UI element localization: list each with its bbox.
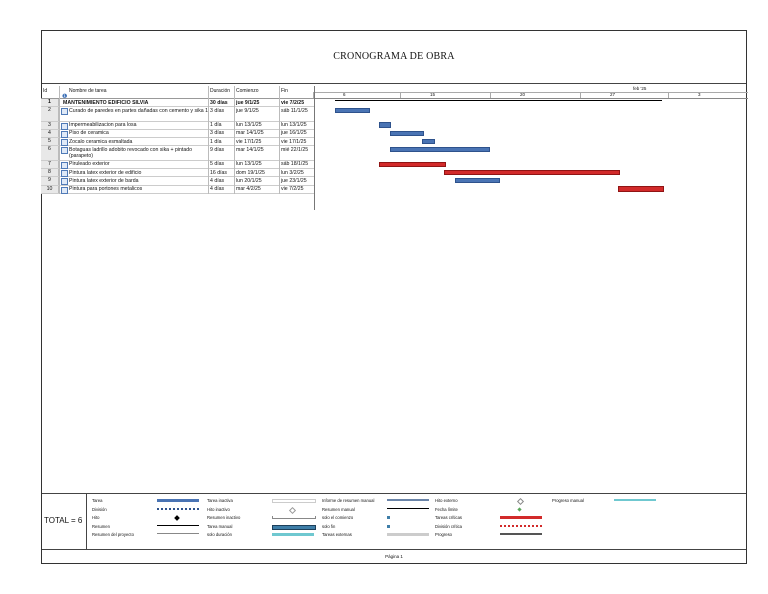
task-name[interactable]: Pintura latex exterior de edificio bbox=[69, 169, 142, 176]
task-duration[interactable]: 30 días bbox=[210, 99, 228, 106]
legend-label: Fecha límite bbox=[435, 506, 458, 512]
task-start[interactable]: dom 19/1/25 bbox=[236, 169, 265, 176]
task-name[interactable]: Impermeabilizacion para losa bbox=[69, 122, 137, 129]
page-footer: Página 1 bbox=[42, 549, 746, 566]
legend-divider bbox=[86, 494, 87, 550]
task-id: 2 bbox=[41, 107, 59, 121]
task-end[interactable]: lun 13/1/25 bbox=[281, 122, 307, 129]
timescale-day-label: 15 bbox=[430, 92, 436, 97]
critical-task-bar[interactable] bbox=[379, 162, 446, 168]
task-mode-icon bbox=[61, 170, 68, 177]
task-duration[interactable]: 4 días bbox=[210, 177, 225, 184]
task-bar[interactable] bbox=[390, 131, 425, 137]
critical-task-bar[interactable] bbox=[618, 186, 664, 192]
task-id: 4 bbox=[41, 130, 59, 137]
task-id: 9 bbox=[41, 177, 59, 184]
legend-label: Resumen manual bbox=[322, 506, 355, 512]
task-mode-icon bbox=[61, 123, 68, 130]
header-duration[interactable]: Duración bbox=[210, 88, 231, 94]
header-name[interactable]: Nombre de tarea bbox=[69, 88, 107, 94]
task-name[interactable]: Botaguas ladrillo adobito revocado con sika + pintado (parapeto) bbox=[69, 146, 192, 160]
task-end[interactable]: jue 16/1/25 bbox=[281, 130, 307, 137]
task-row[interactable] bbox=[41, 161, 314, 169]
timescale-bottom bbox=[315, 92, 748, 99]
legend-swatch bbox=[289, 506, 296, 513]
legend-swatch bbox=[517, 498, 524, 505]
legend-label: Resumen bbox=[92, 523, 110, 529]
task-start[interactable]: vie 17/1/25 bbox=[236, 138, 262, 145]
task-row[interactable] bbox=[41, 169, 314, 177]
legend-total: TOTAL = 6 bbox=[44, 516, 83, 525]
legend-label: Hito bbox=[92, 515, 100, 520]
legend-swatch bbox=[387, 499, 429, 501]
task-mode-icon bbox=[61, 178, 68, 185]
task-bar[interactable] bbox=[390, 147, 490, 153]
task-duration[interactable]: 3 días bbox=[210, 130, 225, 137]
task-id: 8 bbox=[41, 169, 59, 176]
gantt-chart bbox=[314, 86, 748, 210]
legend bbox=[42, 493, 746, 550]
task-end[interactable]: vie 7/2/25 bbox=[281, 186, 304, 192]
task-mode-icon bbox=[61, 139, 68, 146]
timescale-month-label: feb '25 bbox=[633, 86, 647, 91]
legend-swatch bbox=[157, 533, 199, 534]
legend-label: Hito inactivo bbox=[207, 506, 230, 512]
task-duration[interactable]: 16 días bbox=[210, 169, 228, 176]
table-column-divider bbox=[234, 86, 235, 194]
legend-label: Tarea bbox=[92, 498, 103, 503]
legend-label: solo duración bbox=[207, 532, 232, 537]
task-name[interactable]: Zocalo ceramica esmaltada bbox=[69, 138, 133, 145]
header-start[interactable]: Comienzo bbox=[236, 88, 259, 94]
task-name[interactable]: Pintura latex exterior de barda bbox=[69, 177, 139, 184]
task-name[interactable]: Piso de ceramica bbox=[69, 130, 109, 137]
task-table bbox=[41, 86, 314, 194]
task-id: 7 bbox=[41, 161, 59, 168]
task-bar[interactable] bbox=[455, 178, 501, 184]
task-bar[interactable] bbox=[422, 139, 435, 145]
legend-label: Informe de resumen manual bbox=[322, 498, 375, 503]
legend-swatch bbox=[614, 499, 656, 501]
task-row[interactable] bbox=[41, 146, 314, 161]
task-duration[interactable]: 1 día bbox=[210, 122, 222, 129]
task-id: 10 bbox=[41, 186, 59, 193]
legend-swatch bbox=[157, 499, 199, 502]
legend-label: División crítica bbox=[435, 523, 462, 529]
legend-swatch bbox=[387, 533, 429, 536]
task-duration[interactable]: 4 días bbox=[210, 186, 225, 192]
legend-label: solo el comienzo bbox=[322, 515, 354, 520]
task-start[interactable]: lun 20/1/25 bbox=[236, 177, 262, 184]
task-mode-icon bbox=[61, 187, 68, 194]
task-start[interactable]: lun 13/1/25 bbox=[236, 161, 262, 168]
task-mode-icon bbox=[61, 108, 68, 115]
task-row[interactable] bbox=[41, 186, 314, 194]
task-bar[interactable] bbox=[335, 108, 370, 114]
task-row[interactable] bbox=[41, 122, 314, 130]
legend-label: Progreso bbox=[435, 532, 452, 537]
legend-swatch bbox=[272, 525, 316, 530]
legend-label: Hito externo bbox=[435, 498, 458, 503]
task-id: 3 bbox=[41, 122, 59, 129]
timescale-tick bbox=[668, 92, 669, 98]
timescale-tick bbox=[580, 92, 581, 98]
task-mode-icon bbox=[61, 162, 68, 169]
task-mode-icon bbox=[61, 147, 68, 154]
task-start[interactable]: jue 9/1/25 bbox=[236, 99, 260, 106]
legend-swatch bbox=[272, 533, 314, 536]
print-page bbox=[41, 30, 747, 564]
timescale-tick bbox=[400, 92, 401, 98]
legend-label: Resumen del proyecto bbox=[92, 532, 134, 537]
legend-label: División bbox=[92, 506, 107, 512]
legend-swatch bbox=[500, 525, 542, 527]
task-bar[interactable] bbox=[379, 122, 392, 128]
timescale-tick bbox=[490, 92, 491, 98]
timescale-day-label: 3 bbox=[698, 92, 701, 97]
task-name[interactable]: Piruleado exterior bbox=[69, 161, 110, 168]
task-end[interactable]: vie 7/2/25 bbox=[281, 99, 305, 106]
legend-label: Progreso manual bbox=[552, 498, 584, 503]
task-duration[interactable]: 3 días bbox=[210, 107, 225, 114]
task-duration[interactable]: 5 días bbox=[210, 161, 225, 168]
task-name[interactable]: Pintura para portones metalicos bbox=[69, 186, 143, 192]
title-divider bbox=[42, 83, 746, 84]
task-start[interactable]: lun 13/1/25 bbox=[236, 122, 262, 129]
task-duration[interactable]: 9 días bbox=[210, 146, 225, 153]
timescale-tick bbox=[313, 92, 314, 98]
task-name[interactable]: MANTENIMIENTO EDIFICIO SILVIA bbox=[63, 99, 149, 106]
table-column-divider bbox=[59, 86, 60, 194]
task-end[interactable]: mié 22/1/25 bbox=[281, 146, 309, 153]
legend-label: Tareas externas bbox=[322, 532, 352, 537]
task-end[interactable]: sáb 18/1/25 bbox=[281, 161, 309, 168]
legend-label: Resumen inactivo bbox=[207, 515, 241, 520]
task-start[interactable]: mar 14/1/25 bbox=[236, 130, 264, 137]
legend-swatch bbox=[500, 516, 542, 519]
header-end[interactable]: Fin bbox=[281, 88, 288, 94]
legend-swatch bbox=[387, 508, 429, 509]
legend-label: Tarea manual bbox=[207, 523, 233, 529]
task-end[interactable]: sáb 11/1/25 bbox=[281, 107, 308, 114]
critical-task-bar[interactable] bbox=[444, 170, 620, 176]
task-end[interactable]: jue 23/1/25 bbox=[281, 177, 307, 184]
task-duration[interactable]: 1 día bbox=[210, 138, 222, 145]
summary-bar[interactable] bbox=[335, 100, 662, 101]
legend-label: solo fin bbox=[322, 523, 336, 529]
info-icon: ❶ bbox=[62, 94, 68, 100]
legend-swatch bbox=[500, 533, 542, 535]
header-id[interactable]: Id bbox=[43, 88, 48, 94]
task-row[interactable] bbox=[41, 130, 314, 138]
legend-label: Tareas críticas bbox=[435, 515, 462, 520]
task-mode-icon bbox=[61, 131, 68, 138]
task-start[interactable]: mar 14/1/25 bbox=[236, 146, 264, 153]
legend-swatch bbox=[387, 525, 390, 528]
task-start[interactable]: jue 9/1/25 bbox=[236, 107, 259, 114]
task-id: 6 bbox=[41, 146, 59, 160]
legend-swatch bbox=[272, 516, 316, 519]
page-title: CRONOGRAMA DE OBRA bbox=[333, 51, 455, 62]
legend-swatch bbox=[387, 516, 390, 519]
task-row[interactable] bbox=[41, 107, 314, 122]
legend-swatch bbox=[517, 507, 521, 511]
task-end[interactable]: vie 17/1/25 bbox=[281, 138, 307, 145]
task-table-header bbox=[41, 86, 314, 99]
task-id: 1 bbox=[41, 99, 59, 106]
task-name[interactable]: Curado de paredes en partes dañadas con cemento y sika 1 bbox=[69, 107, 208, 114]
task-start[interactable]: mar 4/2/25 bbox=[236, 186, 261, 192]
legend-swatch bbox=[174, 515, 180, 521]
task-row[interactable] bbox=[41, 138, 314, 146]
timescale-day-label: 6 bbox=[343, 92, 346, 97]
legend-swatch bbox=[272, 499, 316, 503]
table-column-divider bbox=[279, 86, 280, 194]
timescale-day-label: 27 bbox=[610, 92, 616, 97]
task-row[interactable] bbox=[41, 99, 314, 107]
task-end[interactable]: lun 3/2/25 bbox=[281, 169, 304, 176]
legend-swatch bbox=[157, 508, 199, 510]
task-row[interactable] bbox=[41, 177, 314, 185]
table-column-divider bbox=[208, 86, 209, 194]
legend-swatch bbox=[157, 525, 199, 526]
timescale-day-label: 20 bbox=[520, 92, 526, 97]
task-id: 5 bbox=[41, 138, 59, 145]
legend-label: Tarea inactiva bbox=[207, 498, 233, 503]
